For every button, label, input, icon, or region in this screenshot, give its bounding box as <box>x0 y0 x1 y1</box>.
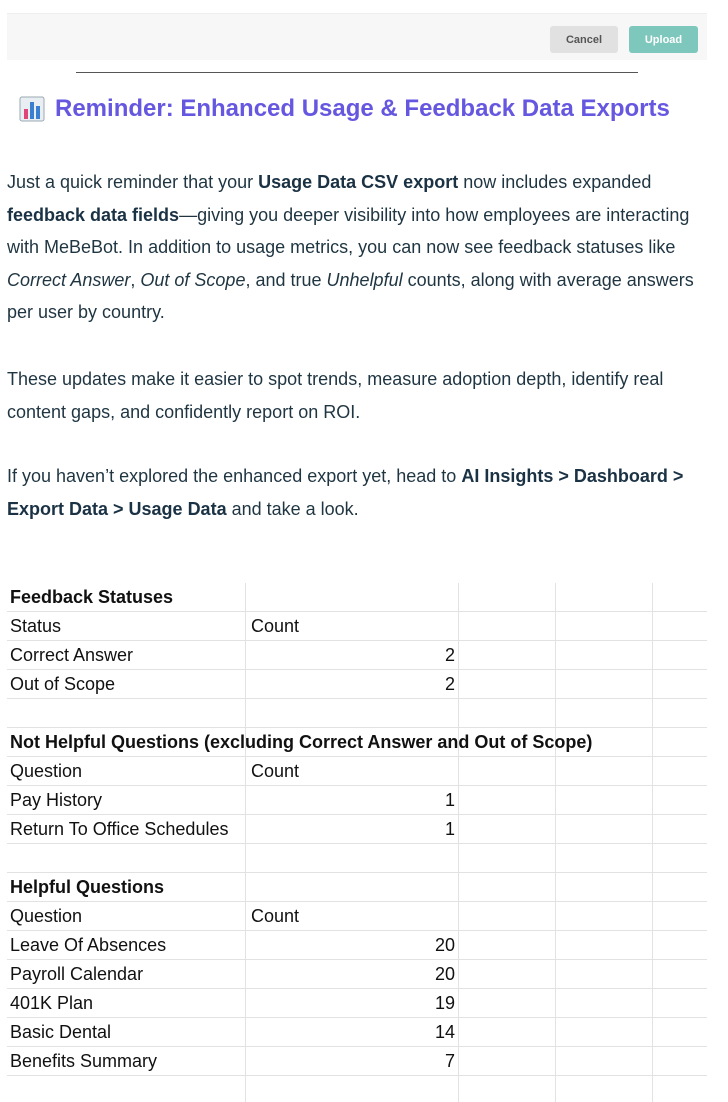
row-label: Payroll Calendar <box>10 964 144 984</box>
row-label: Benefits Summary <box>10 1051 158 1071</box>
row-count: 19 <box>434 993 455 1013</box>
row-label: Basic Dental <box>10 1022 112 1042</box>
italic-out-of-scope: Out of Scope <box>140 269 246 290</box>
table-row <box>7 989 707 1018</box>
row-count: 2 <box>444 674 455 694</box>
upload-toolbar <box>7 13 707 60</box>
column-header-count: Count <box>251 761 300 781</box>
bar-chart-icon <box>19 96 45 122</box>
column-header-count: Count <box>251 616 300 636</box>
table-row <box>7 815 707 844</box>
text-run: counts, along with average answers per user by country. <box>7 269 694 323</box>
paragraph-navigation <box>7 460 710 525</box>
article-heading <box>19 92 670 126</box>
row-count: 2 <box>444 645 455 665</box>
row-count: 14 <box>434 1022 455 1042</box>
row-count: 1 <box>444 819 455 839</box>
bold-usage-export: Usage Data CSV export <box>258 172 459 192</box>
section-title-feedback-statuses: Feedback Statuses <box>10 587 174 607</box>
navigation-path: AI Insights > Dashboard > Export Data > Usage Data <box>7 466 684 519</box>
heading-text: Reminder: Enhanced Usage & Feedback Data Exports <box>55 95 670 122</box>
row-label: Return To Office Schedules <box>10 819 229 839</box>
row-count: 7 <box>444 1051 455 1071</box>
column-header-question: Question <box>10 761 83 781</box>
row-label: Leave Of Absences <box>10 935 167 955</box>
section-title-not-helpful: Not Helpful Questions (excluding Correct Answer and Out of Scope) <box>10 732 593 752</box>
text-run: and take a look. <box>226 498 359 519</box>
table-row <box>7 612 707 641</box>
paragraph-benefits: These updates make it easier to spot trends, measure adoption depth, identify real content gaps, and confidently report on ROI. <box>7 369 664 422</box>
cancel-button[interactable]: Cancel <box>550 26 618 53</box>
section-title-helpful: Helpful Questions <box>10 877 165 897</box>
upload-button[interactable]: Upload <box>629 26 698 53</box>
row-label: Pay History <box>10 790 103 810</box>
text-run: , and true <box>245 269 327 290</box>
table-row <box>7 960 707 989</box>
row-label: 401K Plan <box>10 993 94 1013</box>
italic-correct-answer: Correct Answer <box>7 269 131 290</box>
table-row <box>7 1047 707 1076</box>
text-run: Just a quick reminder that your <box>7 172 259 192</box>
table-row <box>7 786 707 815</box>
table-row <box>7 902 707 931</box>
table-row <box>7 1018 707 1047</box>
table-row <box>7 757 707 786</box>
column-header-status: Status <box>10 616 62 636</box>
text-run: , <box>130 269 141 290</box>
table-row <box>7 583 707 612</box>
column-header-question: Question <box>10 906 83 926</box>
table-row <box>7 641 707 670</box>
italic-unhelpful: Unhelpful <box>326 269 403 290</box>
column-header-count: Count <box>251 906 300 926</box>
divider <box>76 72 638 73</box>
table-row <box>7 670 707 699</box>
row-count: 20 <box>434 935 455 955</box>
table-row <box>7 728 707 757</box>
bold-feedback-fields: feedback data fields <box>7 204 180 225</box>
row-count: 20 <box>434 964 455 984</box>
row-label: Correct Answer <box>10 645 134 665</box>
row-label: Out of Scope <box>10 674 116 694</box>
paragraph-intro <box>7 166 710 329</box>
text-run: now includes expanded <box>458 172 652 192</box>
text-run: If you haven’t explored the enhanced export yet, head to <box>7 466 462 486</box>
row-count: 1 <box>444 790 455 810</box>
table-row <box>7 931 707 960</box>
text-run: —giving you deeper visibility into how employees are interacting with MeBeBot. In addition to usage metrics, you can now see feedback statuses like <box>7 204 690 258</box>
spreadsheet-table <box>7 583 707 1102</box>
table-row <box>7 873 707 902</box>
